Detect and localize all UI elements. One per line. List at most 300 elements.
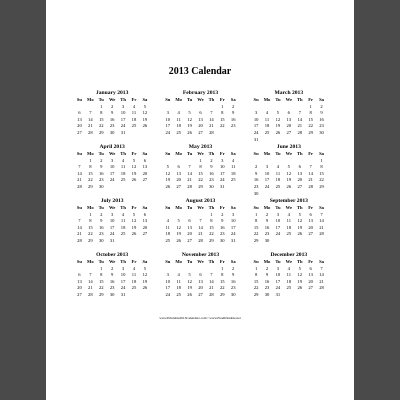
day-cell: 1	[309, 103, 312, 109]
weekday-label: Su	[253, 151, 259, 156]
week-row	[251, 238, 327, 245]
day-cell: 16	[98, 170, 104, 176]
day-cell: 11	[176, 278, 181, 284]
day-cell	[184, 266, 195, 273]
month-june	[251, 144, 327, 198]
day-cell: 21	[209, 123, 214, 129]
day-cell: 19	[165, 177, 171, 183]
day-cell: 14	[187, 170, 192, 176]
day-cell: 3	[121, 265, 125, 271]
day-cell: 4	[265, 110, 269, 116]
weekday-label: Th	[208, 259, 215, 264]
day-cell: 19	[176, 231, 181, 237]
day-cell: 22	[319, 177, 324, 183]
day-cell: 15	[88, 170, 93, 176]
day-cell: 21	[319, 224, 324, 230]
day-cell: 18	[264, 123, 270, 129]
weekday-label: Fr	[219, 205, 225, 210]
week-row	[74, 171, 150, 178]
day-cell: 6	[309, 265, 312, 271]
day-cell: 25	[264, 129, 270, 135]
day-cell: 12	[187, 116, 192, 122]
week-row	[162, 171, 238, 178]
day-cell: 31	[120, 129, 126, 135]
day-cell	[74, 266, 85, 273]
week-row	[162, 279, 238, 286]
weekday-header	[251, 259, 327, 266]
day-cell: 29	[98, 129, 104, 135]
day-cell: 3	[276, 265, 280, 271]
day-cell: 25	[131, 285, 137, 291]
day-cell: 6	[143, 157, 147, 163]
day-cell: 9	[100, 218, 103, 224]
day-cell: 20	[297, 177, 303, 183]
weekday-label: Sa	[319, 259, 324, 264]
week-row	[74, 110, 150, 117]
month-april	[74, 144, 150, 198]
day-cell: 19	[297, 278, 303, 284]
week-row	[162, 164, 238, 171]
day-cell: 11	[286, 272, 292, 278]
day-cell: 10	[275, 218, 281, 224]
day-cell	[129, 130, 140, 137]
day-cell: 11	[120, 164, 126, 170]
day-cell: 25	[120, 231, 126, 237]
month-title: October 2013	[96, 252, 129, 258]
weekday-label: Tu	[98, 205, 104, 210]
day-cell: 16	[264, 224, 270, 230]
day-cell: 15	[88, 224, 93, 230]
day-cell: 16	[109, 278, 115, 284]
day-cell: 7	[298, 110, 301, 116]
day-cell: 31	[109, 237, 115, 243]
day-cell	[139, 238, 150, 245]
day-cell: 14	[209, 116, 214, 122]
weekday-label: Sa	[142, 205, 148, 210]
week-row	[162, 266, 238, 273]
week-row	[251, 137, 327, 144]
weekday-label: We	[197, 151, 204, 156]
day-cell: 18	[131, 278, 137, 284]
day-cell	[129, 238, 140, 245]
day-cell: 17	[120, 116, 126, 122]
day-cell: 9	[265, 218, 269, 224]
month-february	[162, 90, 238, 144]
day-cell: 6	[309, 211, 312, 217]
day-cell: 30	[220, 237, 225, 243]
day-cell: 26	[297, 231, 303, 237]
day-cell: 7	[188, 164, 191, 170]
day-cell	[272, 104, 283, 111]
day-cell: 14	[297, 116, 303, 122]
day-cell: 5	[132, 157, 136, 163]
month-march	[251, 90, 327, 144]
day-cell: 25	[165, 237, 171, 243]
day-cell: 30	[253, 190, 259, 196]
day-cell	[195, 266, 206, 273]
day-cell	[195, 104, 206, 111]
week-row	[74, 231, 150, 238]
day-cell: 29	[88, 183, 93, 189]
calendar-page	[46, 0, 354, 400]
day-cell: 3	[276, 211, 280, 217]
day-cell: 7	[320, 265, 323, 271]
week-row	[74, 164, 150, 171]
day-cell: 8	[254, 218, 258, 224]
day-cell: 2	[100, 157, 103, 163]
day-cell	[294, 238, 305, 245]
day-cell: 9	[232, 110, 235, 116]
weekday-label: Mo	[175, 205, 182, 210]
day-cell: 13	[187, 224, 192, 230]
weekday-label: Fr	[131, 259, 137, 264]
week-row	[162, 212, 238, 219]
weekday-label: Su	[76, 205, 82, 210]
week-row	[251, 177, 327, 184]
day-cell: 23	[98, 177, 104, 183]
day-cell: 11	[264, 116, 270, 122]
day-cell: 18	[120, 224, 126, 230]
day-cell: 7	[199, 218, 202, 224]
weekday-label: Sa	[230, 151, 236, 156]
day-cell	[74, 104, 85, 111]
day-cell: 28	[308, 183, 313, 189]
weekday-label: Sa	[230, 205, 236, 210]
day-cell: 20	[142, 170, 148, 176]
day-cell: 21	[88, 285, 93, 291]
day-cell	[129, 292, 140, 299]
day-cell: 26	[131, 231, 137, 237]
day-cell: 19	[142, 116, 148, 122]
weekday-label: Fr	[308, 259, 314, 264]
weekday-label: Su	[165, 151, 171, 156]
day-cell: 17	[165, 123, 171, 129]
day-cell	[139, 130, 150, 137]
week-row	[74, 218, 150, 225]
day-cell: 22	[98, 285, 104, 291]
day-cell	[173, 158, 184, 165]
day-cell: 20	[308, 278, 313, 284]
weekday-header	[74, 97, 150, 104]
weekday-label: Sa	[142, 151, 148, 156]
weekday-label: Mo	[175, 259, 182, 264]
week-row	[251, 285, 327, 292]
day-cell: 9	[111, 110, 114, 116]
weekday-label: Mo	[263, 259, 271, 264]
day-cell: 27	[142, 231, 148, 237]
day-cell: 24	[275, 285, 281, 291]
day-cell: 14	[77, 224, 82, 230]
day-cell: 3	[265, 164, 269, 170]
day-cell: 22	[88, 231, 93, 237]
day-cell: 28	[88, 129, 93, 135]
day-cell: 19	[275, 123, 281, 129]
day-cell	[283, 238, 294, 245]
day-cell	[283, 292, 294, 299]
day-cell	[294, 158, 305, 165]
day-cell: 19	[131, 224, 137, 230]
day-cell: 15	[98, 278, 104, 284]
day-cell: 12	[142, 110, 148, 116]
day-cell	[294, 137, 305, 144]
day-cell: 16	[209, 170, 214, 176]
month-november	[162, 252, 238, 306]
day-cell: 23	[230, 123, 236, 129]
weekday-label: Tu	[98, 97, 104, 102]
day-cell: 17	[253, 123, 259, 129]
day-cell	[305, 292, 316, 299]
day-cell: 11	[131, 272, 137, 278]
day-cell: 12	[275, 116, 281, 122]
weekday-label: Th	[208, 151, 215, 156]
day-cell	[74, 212, 85, 219]
day-cell: 8	[100, 110, 103, 116]
day-cell: 22	[209, 231, 214, 237]
day-cell: 7	[210, 110, 213, 116]
weekday-label: Su	[253, 259, 259, 264]
day-cell	[85, 104, 96, 111]
day-cell	[206, 104, 217, 111]
day-cell: 17	[264, 177, 270, 183]
day-cell: 9	[232, 272, 235, 278]
day-cell: 2	[265, 265, 269, 271]
day-cell: 23	[264, 285, 270, 291]
day-cell	[217, 130, 228, 137]
weekday-header	[162, 205, 238, 212]
day-cell: 28	[88, 291, 93, 297]
day-cell: 6	[143, 211, 147, 217]
day-cell: 16	[253, 177, 259, 183]
week-row	[251, 212, 327, 219]
day-cell: 12	[297, 218, 303, 224]
day-cell: 2	[210, 157, 213, 163]
day-cell: 16	[230, 278, 236, 284]
month-title: March 2013	[274, 90, 304, 96]
day-cell: 5	[177, 218, 180, 224]
day-cell: 4	[287, 265, 290, 271]
day-cell: 1	[254, 211, 258, 217]
day-cell: 22	[198, 177, 203, 183]
day-cell: 2	[111, 103, 114, 109]
day-cell	[184, 104, 195, 111]
weekday-header	[74, 259, 150, 266]
weekday-label: Su	[76, 151, 82, 156]
weekday-label: Tu	[186, 205, 193, 210]
month-title: June 2013	[276, 144, 301, 150]
weekday-label: Tu	[98, 151, 104, 156]
day-cell: 30	[230, 291, 236, 297]
day-cell	[272, 158, 283, 165]
weekday-label: Fr	[131, 151, 137, 156]
week-row	[74, 177, 150, 184]
day-cell: 28	[319, 285, 324, 291]
weekday-header	[251, 97, 327, 104]
day-cell: 18	[230, 170, 236, 176]
day-cell: 24	[253, 129, 259, 135]
weekday-label: We	[108, 151, 116, 156]
weekday-label: Sa	[142, 259, 148, 264]
day-cell: 29	[308, 129, 313, 135]
day-cell: 5	[298, 265, 301, 271]
day-cell: 26	[142, 285, 148, 291]
month-title: September 2013	[269, 198, 308, 204]
day-cell: 23	[109, 123, 115, 129]
day-cell: 21	[308, 177, 313, 183]
week-row	[74, 279, 150, 286]
day-cell: 17	[275, 278, 281, 284]
weekday-label: We	[197, 97, 204, 102]
day-cell: 27	[77, 291, 82, 297]
day-cell: 1	[210, 211, 213, 217]
day-cell: 26	[131, 177, 137, 183]
month-title: February 2013	[182, 90, 219, 96]
page-title: 2013 Calendar	[168, 66, 232, 77]
day-cell: 13	[286, 116, 292, 122]
day-cell: 10	[253, 116, 259, 122]
weekday-label: Tu	[98, 259, 104, 264]
day-cell: 13	[308, 218, 313, 224]
day-cell: 24	[230, 231, 236, 237]
day-cell: 19	[142, 278, 148, 284]
day-cell: 8	[89, 218, 92, 224]
day-cell: 4	[121, 157, 125, 163]
day-cell: 21	[297, 123, 303, 129]
week-row	[74, 130, 150, 137]
day-cell: 4	[132, 103, 136, 109]
weekday-label: We	[108, 205, 116, 210]
day-cell: 12	[131, 164, 137, 170]
day-cell	[251, 104, 262, 111]
day-cell: 8	[199, 164, 202, 170]
weekday-label: Th	[120, 205, 126, 210]
day-cell: 14	[308, 170, 313, 176]
weekday-header	[74, 151, 150, 158]
day-cell	[184, 158, 195, 165]
day-cell: 28	[319, 231, 324, 237]
weekday-label: Mo	[263, 205, 271, 210]
day-cell: 29	[198, 183, 203, 189]
day-cell: 9	[210, 164, 213, 170]
day-cell	[162, 158, 173, 165]
day-cell	[262, 104, 273, 111]
day-cell: 6	[78, 272, 81, 278]
day-cell: 5	[143, 265, 147, 271]
month-september	[251, 198, 327, 252]
week-row	[162, 225, 238, 232]
day-cell: 15	[198, 170, 203, 176]
day-cell: 4	[177, 110, 180, 116]
week-row	[251, 279, 327, 286]
day-cell: 25	[131, 123, 137, 129]
day-cell: 3	[121, 103, 125, 109]
day-cell	[195, 212, 206, 219]
day-cell: 19	[286, 177, 292, 183]
day-cell	[118, 184, 129, 191]
week-row	[251, 292, 327, 299]
day-cell: 6	[287, 110, 290, 116]
day-cell: 3	[111, 157, 114, 163]
weekday-label: Tu	[186, 151, 193, 156]
day-cell: 7	[78, 164, 81, 170]
weekday-header	[162, 151, 238, 158]
day-cell: 11	[275, 170, 281, 176]
day-cell: 30	[209, 183, 214, 189]
week-row	[74, 292, 150, 299]
day-cell: 27	[77, 129, 82, 135]
day-cell: 29	[209, 237, 214, 243]
day-cell: 4	[232, 157, 235, 163]
weekday-label: Th	[120, 151, 126, 156]
day-cell: 5	[188, 272, 191, 278]
day-cell: 23	[319, 123, 324, 129]
day-cell	[262, 158, 273, 165]
day-cell: 7	[320, 211, 323, 217]
day-cell: 1	[100, 265, 103, 271]
day-cell: 26	[187, 129, 192, 135]
weekday-label: Tu	[275, 97, 281, 102]
day-cell: 14	[88, 116, 93, 122]
footer-text: www.Printable2013Calendars.com • www.FreePrintable.net	[159, 316, 241, 320]
week-row	[251, 171, 327, 178]
day-cell: 1	[254, 265, 258, 271]
day-cell: 23	[264, 231, 270, 237]
day-cell	[228, 184, 239, 191]
day-cell: 2	[111, 265, 114, 271]
weekday-label: Th	[208, 97, 215, 102]
day-cell	[294, 191, 305, 198]
day-cell	[118, 238, 129, 245]
weekday-label: Fr	[131, 205, 137, 210]
day-cell: 10	[264, 170, 270, 176]
week-row	[74, 238, 150, 245]
day-cell: 28	[77, 183, 82, 189]
day-cell: 15	[209, 224, 214, 230]
day-cell: 8	[221, 272, 224, 278]
day-cell: 13	[176, 170, 181, 176]
day-cell: 16	[109, 116, 115, 122]
day-cell: 21	[77, 231, 82, 237]
day-cell: 10	[109, 164, 115, 170]
day-cell	[129, 184, 140, 191]
day-cell: 2	[320, 103, 323, 109]
day-cell: 18	[176, 285, 181, 291]
week-row	[251, 110, 327, 117]
week-row	[162, 184, 238, 191]
weekday-label: We	[285, 205, 293, 210]
day-cell: 25	[275, 183, 281, 189]
weekday-label: Mo	[175, 97, 182, 102]
day-cell: 29	[88, 237, 93, 243]
day-cell: 31	[120, 291, 126, 297]
day-cell	[272, 238, 283, 245]
day-cell: 24	[120, 123, 126, 129]
week-row	[251, 158, 327, 165]
day-cell: 11	[120, 218, 126, 224]
weekday-label: Sa	[230, 259, 236, 264]
weekday-label: Tu	[275, 259, 281, 264]
day-cell	[283, 104, 294, 111]
weekday-label: Su	[165, 97, 171, 102]
day-cell: 18	[176, 123, 181, 129]
day-cell: 2	[232, 265, 235, 271]
month-title: July 2013	[100, 198, 124, 204]
day-cell	[283, 191, 294, 198]
weekday-label: We	[285, 97, 293, 102]
day-cell: 18	[275, 177, 281, 183]
day-cell: 8	[254, 272, 258, 278]
day-cell: 6	[298, 164, 301, 170]
day-cell: 10	[165, 278, 171, 284]
